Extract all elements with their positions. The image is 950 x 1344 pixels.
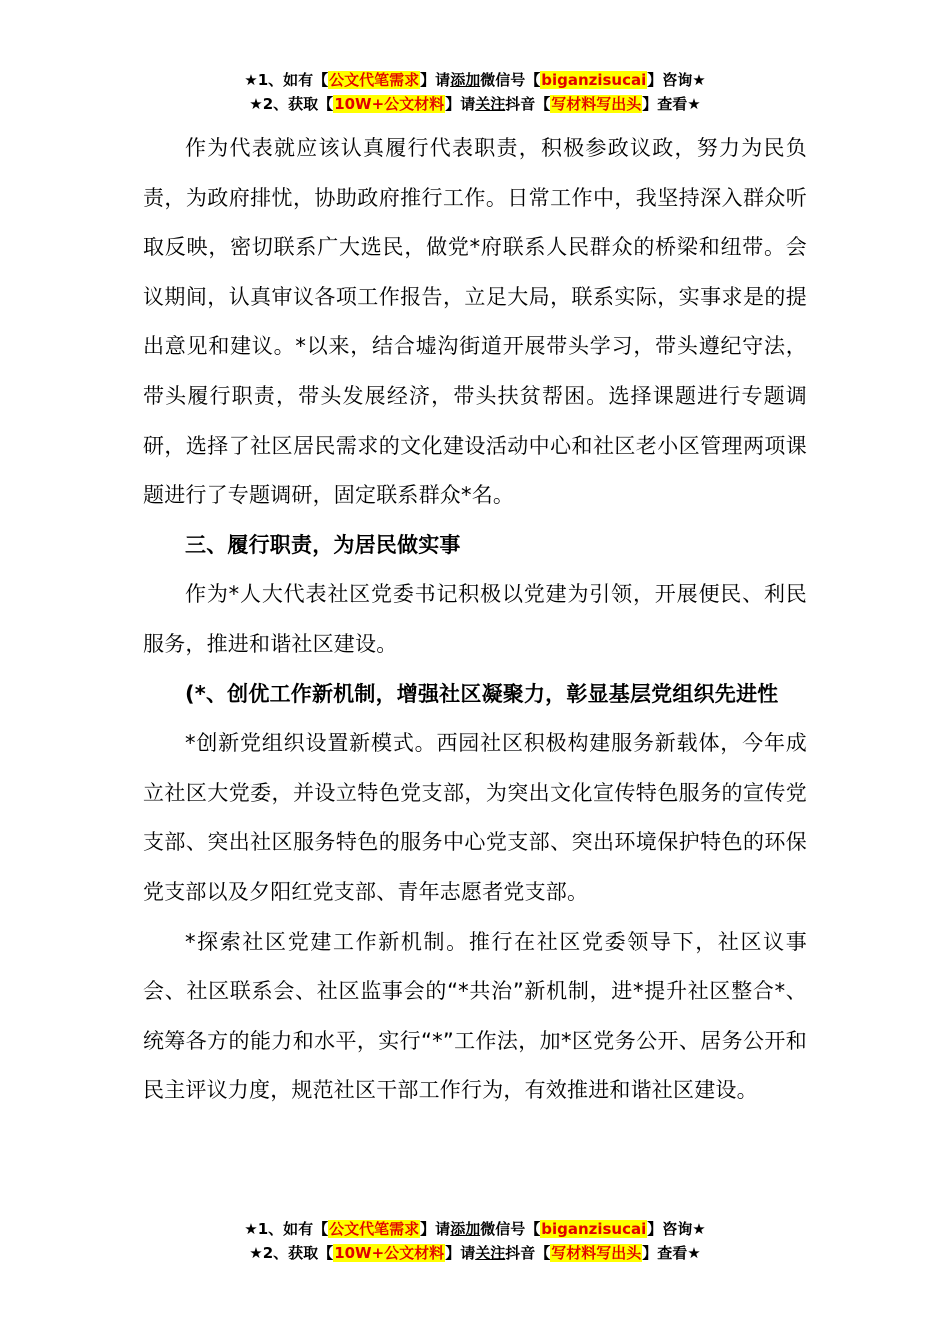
banner-underline: 关注	[475, 1244, 506, 1262]
banner-text: 抖音【	[505, 1244, 551, 1262]
banner-text: ★2、获取【	[249, 1244, 334, 1262]
banner-text: 微信号【	[480, 71, 541, 89]
subsection-heading: (*、创优工作新机制，增强社区凝聚力，彰显基层党组织先进性	[185, 681, 779, 706]
banner-text: 】查看★	[642, 1244, 701, 1262]
banner-text: 】请	[420, 71, 451, 89]
banner-underline: 关注	[475, 95, 506, 113]
banner-underline: 添加	[450, 1220, 481, 1238]
paragraph: 作为*人大代表社区党委书记积极以党建为引领，开展便民、利民服务，推进和谐社区建设。	[143, 582, 807, 656]
banner-text: 】请	[445, 95, 476, 113]
banner-highlight: 10W+公文材料	[334, 95, 445, 113]
banner-text: 微信号【	[480, 1220, 541, 1238]
banner-line-2	[0, 1241, 950, 1265]
banner-highlight: 写材料写出头	[551, 95, 642, 113]
banner-text: 】查看★	[642, 95, 701, 113]
paragraph: 作为代表就应该认真履行代表职责，积极参政议政，努力为民负责，为政府排忧，协助政府推行工作。日常工作中，我坚持深入群众听取反映，密切联系广大选民，做党*府联系人民群众的桥梁和纽带。会议期间，认真审议各项工作报告，立足大局，联系实际，实事求是的提出意见和建议。*以来，结合墟沟街道开展带头学习，带头遵纪守法，带头履行职责，带头发展经济，带头扶贫帮困。选择课题进行专题调研，选择了社区居民需求的文化建设活动中心和社区老小区管理两项课题进行了专题调研，固定联系群众*名。	[143, 136, 807, 508]
banner-highlight: 公文代笔需求	[329, 71, 420, 89]
banner-text: 抖音【	[505, 95, 551, 113]
banner-underline: 添加	[450, 71, 481, 89]
banner-text: 】请	[420, 1220, 451, 1238]
footer-banner	[0, 1217, 950, 1265]
banner-line-1	[0, 1217, 950, 1241]
header-banner	[0, 68, 950, 116]
paragraph: *探索社区党建工作新机制。推行在社区党委领导下，社区议事会、社区联系会、社区监事会的“*共治”新机制，进*提升社区整合*、统筹各方的能力和水平，实行“*”工作法，加*区党务公开、居务公开和民主评议力度，规范社区干部工作行为，有效推进和谐社区建设。	[143, 929, 807, 1103]
banner-line-2	[0, 92, 950, 116]
banner-line-1	[0, 68, 950, 92]
section-heading: 三、履行职责，为居民做实事	[185, 532, 461, 557]
banner-text: 】咨询★	[647, 71, 706, 89]
banner-highlight: 写材料写出头	[551, 1244, 642, 1262]
banner-highlight: biganzisucai	[541, 1220, 647, 1238]
document-body	[143, 124, 807, 1116]
banner-text: ★2、获取【	[249, 95, 334, 113]
banner-text: ★1、如有【	[244, 71, 329, 89]
banner-text: ★1、如有【	[244, 1220, 329, 1238]
paragraph: *创新党组织设置新模式。西园社区积极构建服务新载体，今年成立社区大党委，并设立特色党支部，为突出文化宣传特色服务的宣传党支部、突出社区服务特色的服务中心党支部、突出环境保护特色的环保党支部以及夕阳红党支部、青年志愿者党支部。	[143, 731, 807, 904]
banner-text: 】咨询★	[647, 1220, 706, 1238]
banner-text: 】请	[445, 1244, 476, 1262]
banner-highlight: biganzisucai	[541, 71, 647, 89]
banner-highlight: 10W+公文材料	[334, 1244, 445, 1262]
banner-highlight: 公文代笔需求	[329, 1220, 420, 1238]
